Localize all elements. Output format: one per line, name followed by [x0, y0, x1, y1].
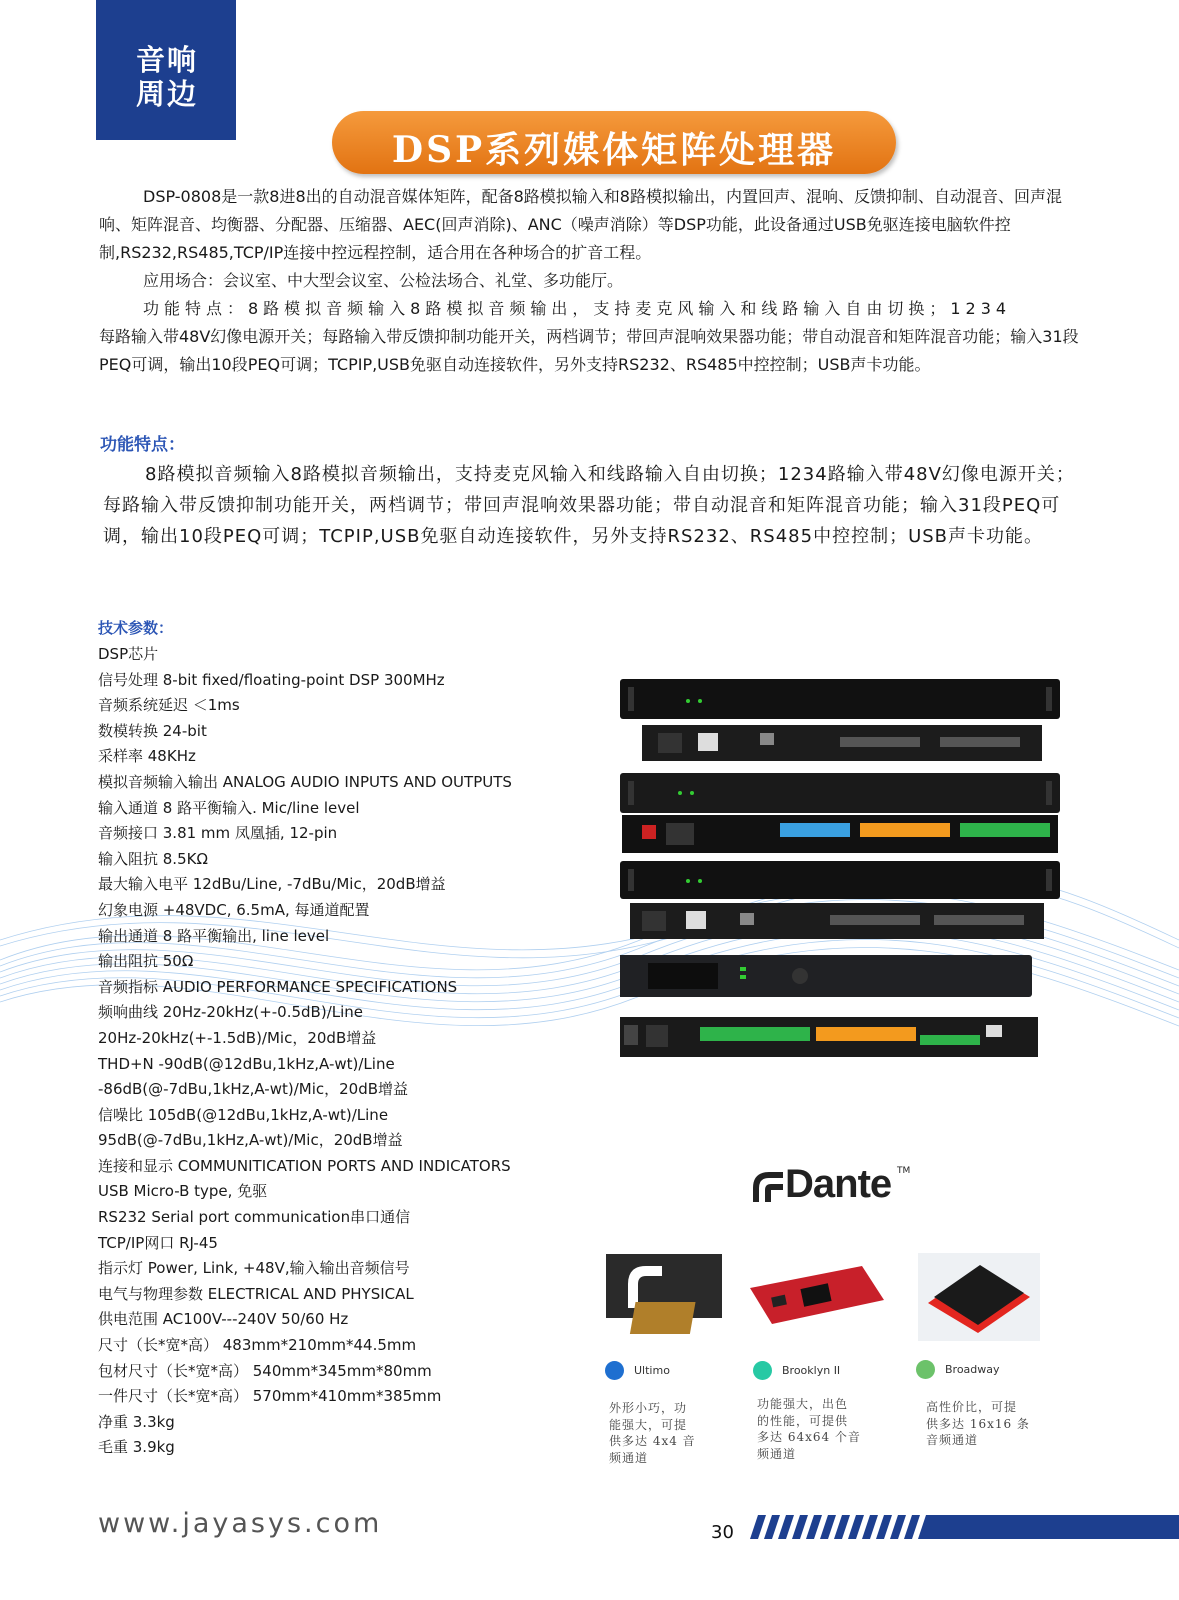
- chip-name: Broadway: [945, 1363, 1000, 1376]
- device-photos: [620, 675, 1060, 1085]
- section-tag: [96, 0, 236, 140]
- spec-item: 音频接口 3.81 mm 凤凰插, 12-pin: [98, 824, 338, 843]
- chip-label-ultimo: [605, 1361, 670, 1380]
- chip-label-broadway: [916, 1360, 1000, 1379]
- chip-desc-line: 外形小巧，功: [609, 1401, 688, 1415]
- spec-item: THD+N -90dB(@12dBu,1kHz,A-wt)/Line: [98, 1054, 395, 1073]
- brooklyn-dot-icon: [753, 1361, 772, 1380]
- dante-mark-icon: [749, 1168, 787, 1206]
- specs-list: [98, 642, 598, 1461]
- spec-item: 毛重 3.9kg: [98, 1438, 175, 1457]
- spec-item: 数模转换 24-bit: [98, 721, 207, 740]
- spec-item: 最大输入电平 12dBu/Line, -7dBu/Mic，20dB增益: [98, 875, 446, 894]
- spec-item: 一件尺寸（长*宽*高） 570mm*410mm*385mm: [98, 1387, 442, 1406]
- chip-label-brooklyn: [753, 1361, 840, 1380]
- spec-item: 音频系统延迟 ＜1ms: [98, 696, 240, 715]
- device-1-front: [620, 679, 1060, 719]
- spec-item: DSP芯片: [98, 645, 159, 663]
- spec-item: 模拟音频输入输出 ANALOG AUDIO INPUTS AND OUTPUTS: [98, 772, 512, 791]
- spec-item: 输入通道 8 路平衡输入. Mic/line level: [98, 798, 360, 817]
- ultimo-chip-image: [606, 1254, 722, 1340]
- chip-name: Brooklyn II: [782, 1364, 841, 1377]
- device-2-rear: [622, 815, 1058, 853]
- chip-desc-line: 频通道: [757, 1446, 797, 1461]
- spec-item: 指示灯 Power, Link, +48V,输入输出音频信号: [98, 1259, 410, 1278]
- dante-trademark: TM: [897, 1166, 911, 1176]
- device-3-rear: [630, 903, 1044, 939]
- spec-item: 20Hz-20kHz(+-1.5dB)/Mic，20dB增益: [98, 1028, 377, 1047]
- page-number: 30: [711, 1522, 734, 1543]
- spec-item: -86dB(@-7dBu,1kHz,A-wt)/Mic，20dB增益: [98, 1080, 409, 1099]
- intro-paragraph-2: 应用场合：会议室、中大型会议室、公检法场合、礼堂、多功能厅。: [143, 271, 624, 290]
- chip-desc-line: 供多达 4x4 音: [609, 1434, 696, 1448]
- spec-item: 输入阻抗 8.5KΩ: [98, 849, 208, 868]
- chip-desc-ultimo: [609, 1400, 696, 1466]
- spec-item: USB Micro-B type, 免驱: [98, 1182, 268, 1201]
- device-4-rear: [620, 1017, 1038, 1057]
- spec-item: 尺寸（长*宽*高） 483mm*210mm*44.5mm: [98, 1336, 417, 1355]
- spec-item: 信噪比 105dB(@12dBu,1kHz,A-wt)/Line: [98, 1105, 389, 1124]
- spec-item: 净重 3.3kg: [98, 1412, 175, 1431]
- spec-item: RS232 Serial port communication串口通信: [98, 1208, 411, 1227]
- page-title: DSP系列媒体矩阵处理器: [391, 129, 837, 171]
- chip-desc-line: 的性能，可提供: [757, 1413, 849, 1428]
- footer-stripes: [742, 1515, 1179, 1539]
- spec-item: 音频指标 AUDIO PERFORMANCE SPECIFICATIONS: [98, 977, 458, 996]
- chip-desc-line: 能强大，可提: [609, 1417, 688, 1432]
- spec-item: 95dB(@-7dBu,1kHz,A-wt)/Mic，20dB增益: [98, 1131, 403, 1150]
- chip-desc-brooklyn: [757, 1396, 861, 1462]
- spec-item: 电气与物理参数 ELECTRICAL AND PHYSICAL: [98, 1284, 414, 1303]
- intro-paragraph-1: DSP-0808是一款8进8出的自动混音媒体矩阵，配备8路模拟输入和8路模拟输出，内置回声、混响、反馈抑制、自动混音、回声混响、矩阵混音、均衡器、分配器、压缩器、AEC(回声消除)、ANC（噪声消除）等DSP功能，此设备通过USB免驱连接电脑软件控制,RS232,RS485,TCP/IP连接中控远程控制，适合用在各种场合的扩音工程。: [99, 187, 1062, 262]
- features-heading: 功能特点：: [100, 435, 185, 455]
- spec-item: 输出通道 8 路平衡输出, line level: [98, 926, 330, 945]
- spec-item: 供电范围 AC100V---240V 50/60 Hz: [98, 1310, 349, 1329]
- spec-item: 幻象电源 +48VDC, 6.5mA, 每通道配置: [98, 900, 370, 919]
- spec-item: TCP/IP网口 RJ-45: [98, 1233, 218, 1252]
- spec-item: 包材尺寸（长*宽*高） 540mm*345mm*80mm: [98, 1361, 432, 1380]
- chip-desc-line: 多达 64x64 个音: [757, 1430, 861, 1444]
- features-section: [103, 459, 1093, 552]
- device-3-front: [620, 861, 1060, 899]
- chip-name: Ultimo: [634, 1364, 670, 1377]
- chip-desc-line: 频通道: [609, 1450, 649, 1465]
- chip-desc-line: 功能强大，出色: [757, 1397, 849, 1411]
- broadway-dot-icon: [916, 1360, 935, 1379]
- chip-desc-line: 高性价比，可提: [926, 1400, 1018, 1414]
- chip-desc-line: 供多达 16x16 条: [926, 1416, 1030, 1431]
- broadway-chip-image: [918, 1253, 1040, 1341]
- chip-desc-line: 音频通道: [926, 1433, 979, 1447]
- intro-paragraph-3-lead: 功能特点：8路模拟音频输入8路模拟音频输出，支持麦克风输入和线路输入自由切换；1234: [143, 299, 1012, 318]
- chip-desc-broadway: [926, 1399, 1030, 1449]
- device-2-front: [620, 773, 1060, 813]
- features-text: 8路模拟音频输入8路模拟音频输出，支持麦克风输入和线路输入自由切换；1234路输入带48V幻像电源开关；每路输入带反馈抑制功能开关，两档调节；带回声混响效果器功能；带自动混音和矩阵混音功能；输入31段PEQ可调，输出10段PEQ可调；TCPIP,USB免驱自动连接软件，另外支持RS232、RS485中控控制；USB声卡功能。: [103, 464, 1075, 547]
- spec-item: 输出阻抗 50Ω: [98, 952, 194, 971]
- dante-wordmark: Dante: [785, 1162, 892, 1206]
- device-1-rear: [642, 725, 1042, 761]
- specs-heading: 技术参数：: [98, 619, 174, 637]
- section-tag-line1: 音响: [136, 43, 199, 77]
- intro-section: [99, 183, 1092, 379]
- ultimo-dot-icon: [605, 1361, 624, 1380]
- spec-item: 连接和显示 COMMUNITICATION PORTS AND INDICATORS: [98, 1156, 511, 1175]
- device-4-front: [620, 955, 1032, 997]
- brooklyn-module-image: [742, 1260, 890, 1330]
- section-tag-line2: 周边: [136, 77, 199, 111]
- footer-website: www.jayasys.com: [98, 1508, 383, 1539]
- spec-item: 频响曲线 20Hz-20kHz(+-0.5dB)/Line: [98, 1003, 364, 1022]
- intro-paragraph-3-rest: 每路输入带48V幻像电源开关；每路输入带反馈抑制功能开关，两档调节；带回声混响效果器功能；带自动混音和矩阵混音功能；输入31段PEQ可调，输出10段PEQ可调；TCPIP,USB免驱自动连接软件，另外支持RS232、RS485中控控制；USB声卡功能。: [99, 327, 1079, 374]
- spec-item: 采样率 48KHz: [98, 747, 196, 766]
- spec-item: 信号处理 8-bit fixed/floating-point DSP 300MHz: [98, 670, 445, 689]
- page-title-banner: [332, 111, 896, 174]
